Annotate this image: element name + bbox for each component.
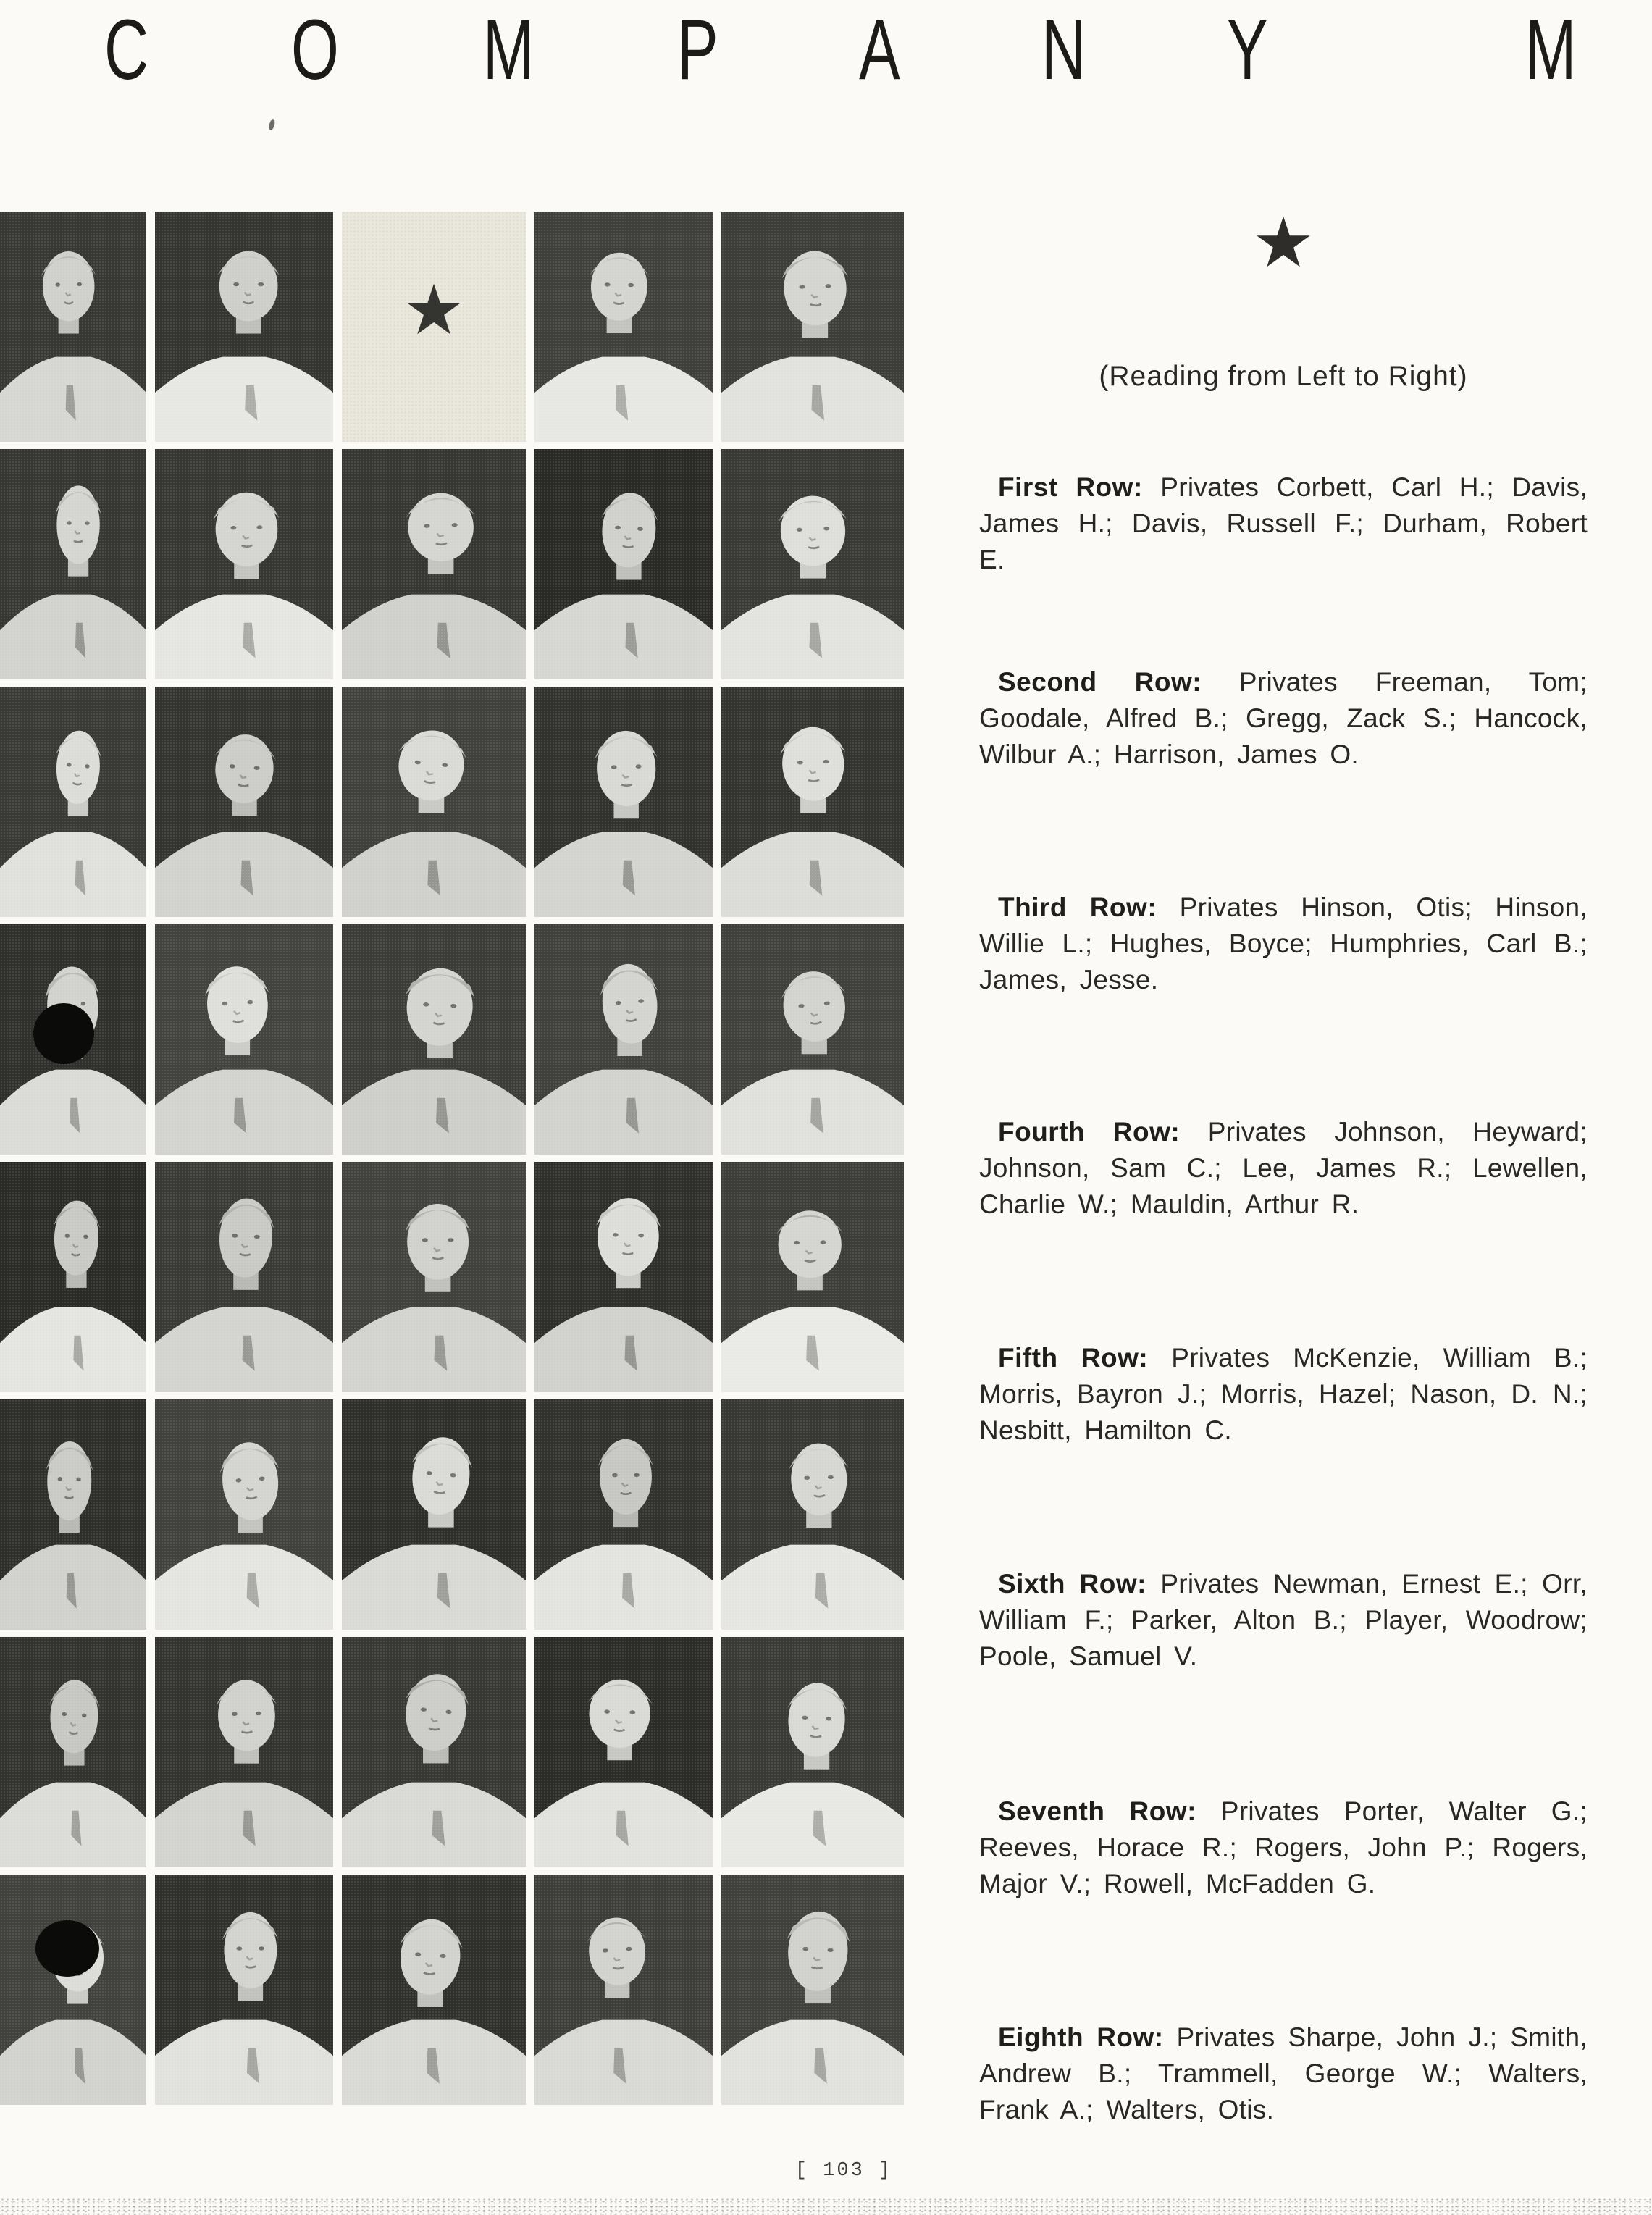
portrait-photo bbox=[155, 1162, 333, 1392]
row-names: Privates Newman, Ernest E.; Orr, William F.; Parker, Alton B.; Player, Woodrow; Poole, Samuel V. bbox=[979, 1569, 1588, 1671]
portrait-photo bbox=[534, 924, 713, 1155]
row-label: Second Row: bbox=[998, 667, 1202, 697]
row-label: Eighth Row: bbox=[998, 2022, 1164, 2052]
row-label: Fourth Row: bbox=[998, 1117, 1181, 1147]
portrait-photo bbox=[721, 449, 904, 679]
caption-row-2 bbox=[979, 664, 1588, 773]
hole-punch-mark bbox=[35, 1920, 99, 1977]
portrait-photo bbox=[534, 1399, 713, 1630]
portrait-photo bbox=[342, 924, 526, 1155]
scan-speck bbox=[268, 118, 276, 130]
portrait-photo bbox=[534, 687, 713, 917]
portrait-photo bbox=[342, 687, 526, 917]
hole-punch-mark bbox=[33, 1003, 94, 1064]
page-number: [ 103 ] bbox=[794, 2160, 893, 2182]
portrait-photo bbox=[721, 1399, 904, 1630]
caption-row-6 bbox=[979, 1566, 1588, 1675]
star-placeholder-cell bbox=[342, 212, 526, 442]
portrait-photo bbox=[342, 1875, 526, 2105]
row-label: Fifth Row: bbox=[998, 1343, 1149, 1373]
portrait-photo bbox=[721, 687, 904, 917]
portrait-photo bbox=[342, 1637, 526, 1867]
portrait-photo bbox=[342, 1399, 526, 1630]
scan-noise-band bbox=[0, 2198, 1652, 2215]
star-icon: ★ bbox=[402, 271, 466, 349]
title-company-letter: M bbox=[1525, 2, 1577, 98]
portrait-photo bbox=[0, 1875, 146, 2105]
portrait-photo bbox=[721, 924, 904, 1155]
caption-row-4 bbox=[979, 1114, 1588, 1223]
title-letter: N bbox=[1041, 2, 1086, 98]
row-label: Third Row: bbox=[998, 892, 1157, 922]
title-letter: Y bbox=[1227, 2, 1268, 98]
caption-row-1 bbox=[979, 469, 1588, 578]
portrait-photo bbox=[0, 1162, 146, 1392]
reading-note: (Reading from Left to Right) bbox=[1099, 361, 1468, 392]
portrait-photo bbox=[342, 449, 526, 679]
star-icon: ★ bbox=[1251, 204, 1315, 282]
portrait-photo bbox=[155, 687, 333, 917]
caption-row-5 bbox=[979, 1340, 1588, 1449]
portrait-photo bbox=[534, 449, 713, 679]
portrait-photo bbox=[155, 1399, 333, 1630]
portrait-photo bbox=[0, 1637, 146, 1867]
row-label: Seventh Row: bbox=[998, 1796, 1196, 1826]
title-letter: M bbox=[483, 2, 534, 98]
portrait-photo bbox=[155, 449, 333, 679]
portrait-photo bbox=[0, 687, 146, 917]
portrait-photo bbox=[155, 212, 333, 442]
row-names: Privates Sharpe, John J.; Smith, Andrew B.; Trammell, George W.; Walters, Frank A.; Walters, Otis. bbox=[979, 2022, 1588, 2124]
portrait-photo bbox=[155, 1637, 333, 1867]
title-letter: A bbox=[858, 2, 900, 98]
page-title bbox=[96, 2, 1586, 98]
portrait-photo bbox=[534, 212, 713, 442]
portrait-photo bbox=[534, 1875, 713, 2105]
photo-grid bbox=[0, 212, 904, 2105]
title-letter: O bbox=[291, 2, 340, 98]
portrait-photo bbox=[0, 449, 146, 679]
title-company bbox=[96, 2, 1276, 98]
title-letter: P bbox=[676, 2, 718, 98]
portrait-photo bbox=[721, 1162, 904, 1392]
row-names: Privates McKenzie, William B.; Morris, Bayron J.; Morris, Hazel; Nason, D. N.; Nesbitt, Hamilton C. bbox=[979, 1343, 1588, 1445]
portrait-photo bbox=[534, 1637, 713, 1867]
portrait-photo bbox=[721, 212, 904, 442]
portrait-photo bbox=[721, 1637, 904, 1867]
portrait-photo bbox=[342, 1162, 526, 1392]
portrait-photo bbox=[0, 1399, 146, 1630]
caption-row-3 bbox=[979, 889, 1588, 998]
row-names: Privates Johnson, Heyward; Johnson, Sam C.; Lee, James R.; Lewellen, Charlie W.; Mauldin, Arthur R. bbox=[979, 1117, 1588, 1219]
portrait-photo bbox=[155, 924, 333, 1155]
row-label: Sixth Row: bbox=[998, 1569, 1146, 1599]
portrait-photo bbox=[0, 924, 146, 1155]
row-names: Privates Freeman, Tom; Goodale, Alfred B.; Gregg, Zack S.; Hancock, Wilbur A.; Harrison, James O. bbox=[979, 667, 1588, 769]
row-names: Privates Porter, Walter G.; Reeves, Horace R.; Rogers, John P.; Rogers, Major V.; Rowell, McFadden G. bbox=[979, 1796, 1588, 1898]
portrait-photo bbox=[0, 212, 146, 442]
portrait-photo bbox=[721, 1875, 904, 2105]
caption-row-7 bbox=[979, 1793, 1588, 1902]
row-label: First Row: bbox=[998, 472, 1143, 502]
portrait-photo bbox=[534, 1162, 713, 1392]
row-names: Privates Corbett, Carl H.; Davis, James H.; Davis, Russell F.; Durham, Robert E. bbox=[979, 472, 1588, 574]
row-names: Privates Hinson, Otis; Hinson, Willie L.; Hughes, Boyce; Humphries, Carl B.; James, Jesse. bbox=[979, 892, 1588, 995]
caption-row-8 bbox=[979, 2019, 1588, 2128]
portrait-photo bbox=[155, 1875, 333, 2105]
title-letter: C bbox=[104, 2, 149, 98]
